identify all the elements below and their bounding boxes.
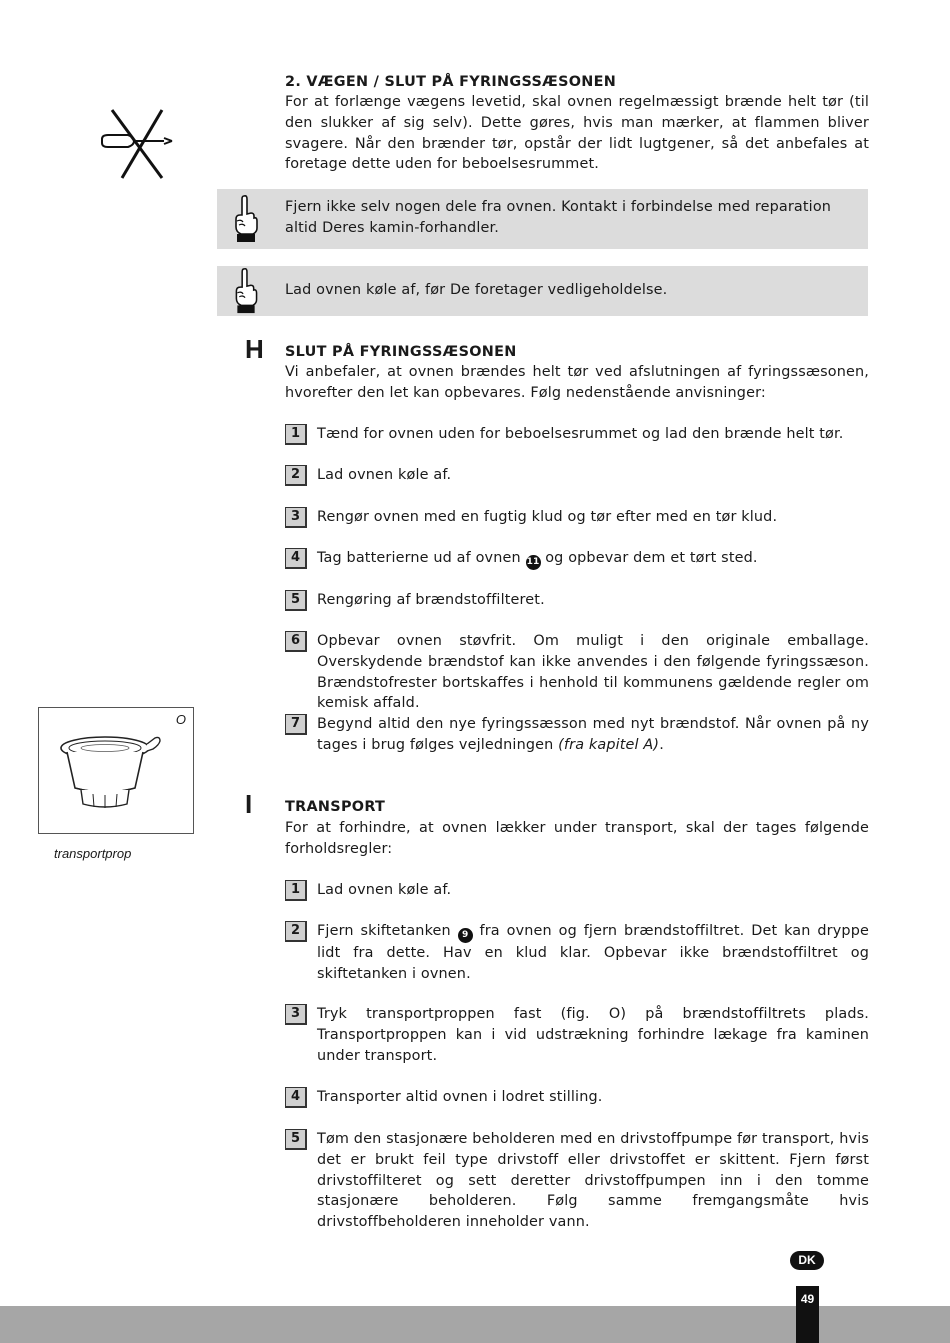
step-item [285, 1129, 869, 1233]
step-number: 4 [285, 1087, 307, 1108]
pointing-hand-icon [231, 194, 261, 244]
step-number: 3 [285, 1004, 307, 1025]
step-number: 2 [285, 465, 307, 486]
note-box [217, 189, 868, 249]
step-text [317, 548, 869, 570]
step-text: Lad ovnen køle af. [317, 467, 452, 483]
step-item [285, 921, 869, 985]
step-text: Opbevar ovnen støvfrit. Om muligt i den originale emballage. Overskydende brændstof kan ikke anvendes i den følgende fyringssæson. Brændstofrester bortskaffes i henhold til kommunens gældende regler om kemisk affald. [317, 633, 869, 712]
section-i-title: TRANSPORT [285, 799, 386, 815]
section-h-intro: Vi anbefaler, at ovnen brændes helt tør ved afslutningen af fyringssæsonen, hvorefter den let kan opbevares. Følg nedenstående anvisninger: [285, 364, 869, 401]
step-text: Rengør ovnen med en fugtig klud og tør efter med en tør klud. [317, 509, 778, 525]
step-number: 5 [285, 590, 307, 611]
step-item [285, 424, 869, 445]
section-2-body: For at forlænge vægens levetid, skal ovnen regelmæssigt brænde helt tør (til den slukker af sig selv). Dette gøres, hvis man mærker, at flammen bliver svagere. Når den brænder tør, opstår der lidt lugtgener, så det anbefales at foretage dette uden for beboelsesrummet. [285, 94, 869, 173]
step-item [285, 880, 869, 901]
step-text [317, 714, 869, 756]
step-number: 4 [285, 548, 307, 569]
step-text-part: . [659, 736, 664, 753]
step-item [285, 631, 869, 714]
step-text: Tøm den stasjonære beholderen med en drivstoffpumpe før transport, hvis det er brukt feil type drivstoff eller drivstoffet er skittent. Fjern først drivstoffilteret og sett deretter drivstoffpumpen inn i den tomme stasjonære beholderen. Følg samme fremgangsmåte hvis drivstoffbeholderen inneholder vann. [317, 1131, 869, 1231]
step-number: 1 [285, 424, 307, 445]
step-text: Tryk transportproppen fast (fig. O) på brændstoffiltrets plads. Transportproppen kan i vid udstrækning forhindre lækage fra kaminen under transport. [317, 1006, 869, 1064]
section-i-letter: I [245, 789, 253, 819]
figure-caption: transportprop [54, 846, 132, 861]
step-number: 3 [285, 507, 307, 528]
reference-number: 9 [458, 928, 473, 943]
step-text [317, 921, 869, 985]
step-item [285, 590, 869, 611]
step-text: Tænd for ovnen uden for beboelsesrummet og lad den brænde helt tør. [317, 426, 844, 442]
step-number: 5 [285, 1129, 307, 1150]
step-number: 1 [285, 880, 307, 901]
figure-label: O [175, 712, 186, 727]
transport-plug-illustration [57, 728, 167, 812]
step-text: Transporter altid ovnen i lodret stilling. [317, 1089, 603, 1105]
step-item [285, 1087, 869, 1108]
no-screwdriver-icon [98, 106, 178, 182]
reference-number: 11 [526, 555, 541, 570]
section-h-title: SLUT PÅ FYRINGSSÆSONEN [285, 344, 517, 360]
step-item [285, 548, 869, 570]
step-text-italic: (fra kapitel A) [558, 736, 660, 753]
step-text: Rengøring af brændstoffilteret. [317, 592, 545, 608]
figure-o [38, 707, 194, 834]
section-2-title: 2. VÆGEN / SLUT PÅ FYRINGSSÆSONEN [285, 74, 617, 90]
note-text: Fjern ikke selv nogen dele fra ovnen. Kontakt i forbindelse med reparation altid Deres kamin-forhandler. [285, 199, 832, 236]
step-number: 6 [285, 631, 307, 652]
step-item [285, 1004, 869, 1066]
step-text-part: Fjern skiftetanken [317, 923, 458, 939]
step-text-part: fra ovnen og fjern brændstoffiltret. Det kan dryppe lidt fra dette. Hav en klud klar. Opbevar ikke brændstoffiltret og skiftetanken i ovnen. [317, 923, 869, 982]
step-number: 7 [285, 714, 307, 735]
step-text-part: og opbevar dem et tørt sted. [540, 550, 758, 566]
step-number: 2 [285, 921, 307, 942]
section-h-letter: H [245, 334, 264, 364]
pointing-hand-icon [231, 267, 261, 315]
step-text-part: Tag batterierne ud af ovnen [317, 550, 526, 566]
step-item [285, 507, 869, 528]
note-box [217, 266, 868, 316]
step-item [285, 465, 869, 486]
step-item [285, 714, 869, 756]
step-text-part: Begynd altid den nye fyringssæsson med nyt brændstof. Når ovnen på ny tages i brug følges vejledningen [317, 716, 869, 753]
note-text: Lad ovnen køle af, før De foretager vedligeholdelse. [285, 282, 668, 298]
country-badge: DK [790, 1251, 824, 1270]
section-i-intro: For at forhindre, at ovnen lækker under transport, skal der tages følgende forholdsregler: [285, 820, 869, 857]
page-number: 49 [800, 1292, 815, 1306]
step-text: Lad ovnen køle af. [317, 882, 452, 898]
